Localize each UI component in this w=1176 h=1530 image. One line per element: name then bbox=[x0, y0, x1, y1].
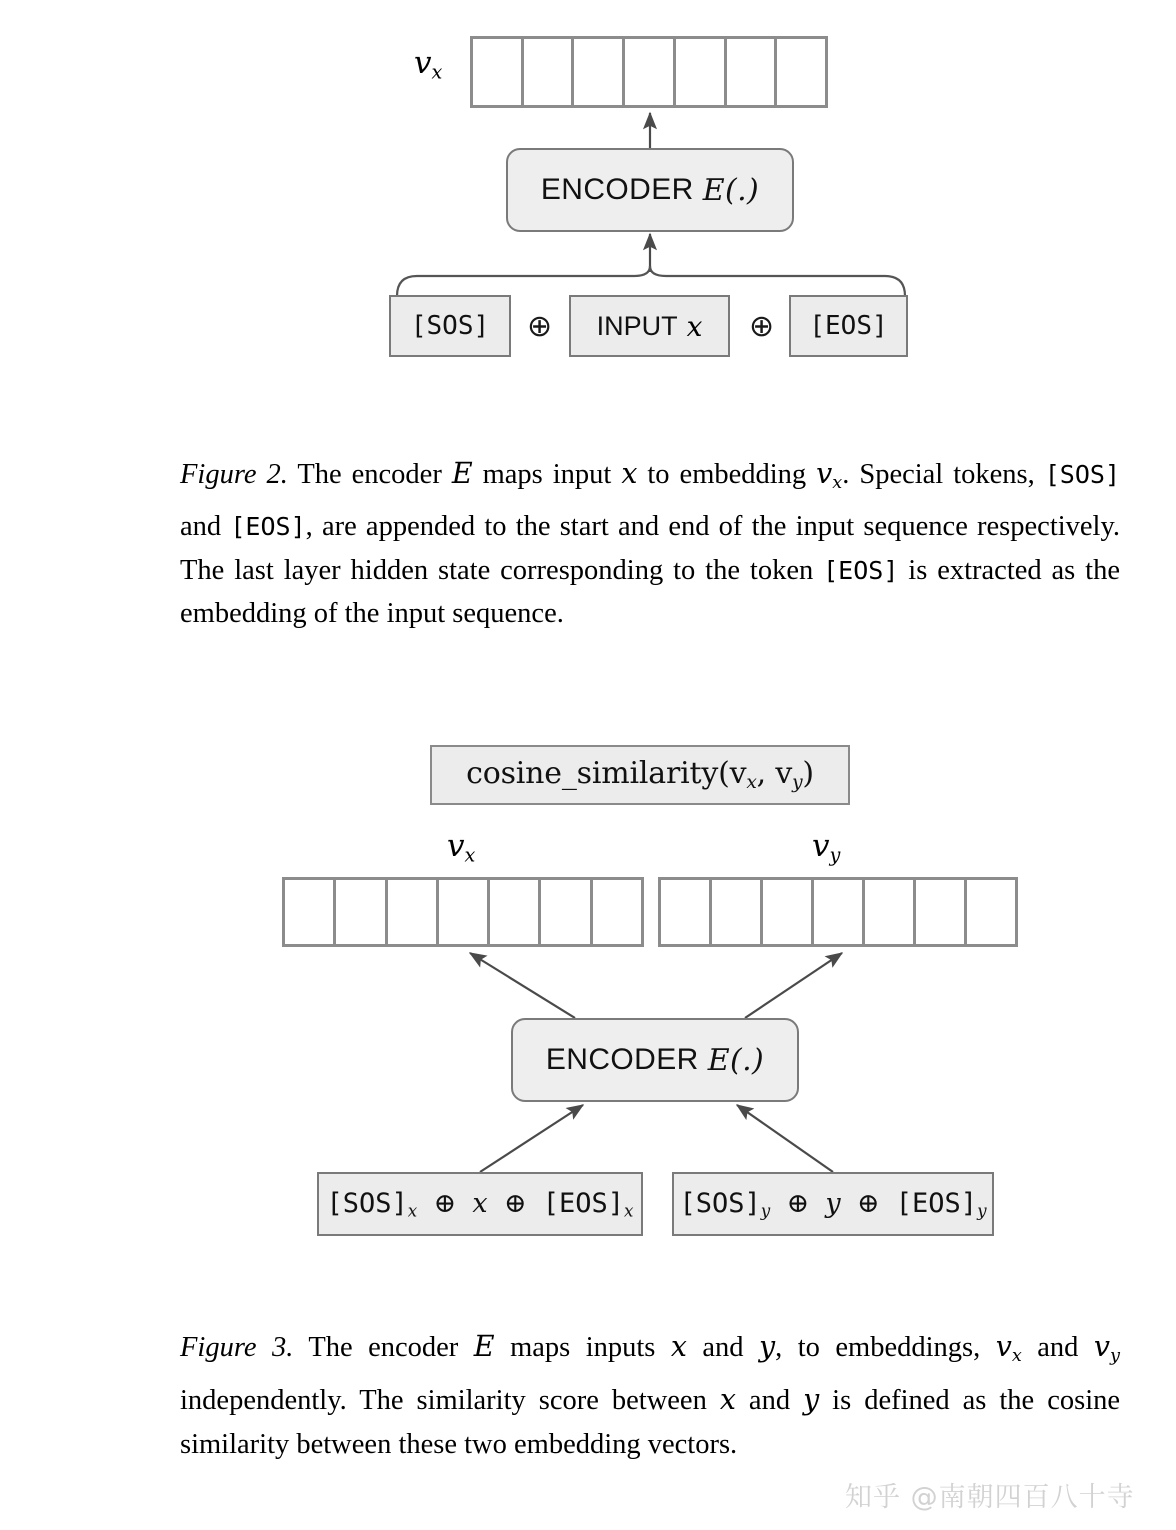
token-input-variable: x bbox=[686, 309, 703, 343]
caption-math-symbol: $v_y$ bbox=[1093, 1330, 1121, 1366]
caption-math-symbol: $v_x$ bbox=[995, 1330, 1022, 1366]
vector-cell bbox=[712, 880, 763, 944]
caption-subscript: x bbox=[832, 472, 843, 493]
vector-cell bbox=[285, 880, 336, 944]
token-input-label: INPUT bbox=[596, 310, 678, 341]
token-sos-label: [SOS] bbox=[410, 311, 490, 341]
vector-cell bbox=[661, 880, 712, 944]
figure3-encoder-box bbox=[511, 1018, 799, 1102]
figure3-caption-body: The encoder E maps inputs x and y, to embeddings, $v_x$ and $v_y$ independently. The similarity score between x and y is defined as the cosine similarity between these two embedding vectors. bbox=[180, 1330, 1121, 1460]
caption-math-symbol: x bbox=[719, 1383, 736, 1417]
expression-y-label: $[SOS]_y$ ⊕ y ⊕ $[EOS]_y$ bbox=[679, 1187, 987, 1221]
encoder-label: ENCODER bbox=[540, 173, 694, 206]
caption-token-literal: [SOS] bbox=[1044, 460, 1120, 489]
vector-cell bbox=[763, 880, 814, 944]
vector-cell bbox=[865, 880, 916, 944]
vector-cell bbox=[916, 880, 967, 944]
figure2-caption-body: The encoder E maps input x to embedding $v_x$. Special tokens, [SOS] and [EOS], are appended to the start and end of the input sequence respectively. The last layer hidden state corresponding to the token [EOS] is extracted as the embedding of the input sequence. bbox=[180, 457, 1121, 630]
figure3-embedding-vector-x bbox=[282, 877, 644, 947]
figure3-input-expression-y bbox=[672, 1172, 994, 1236]
figure3-vy-label: $v_y$ bbox=[812, 828, 841, 867]
encoder-function-label: E(.) bbox=[707, 1042, 765, 1078]
figure3-caption-label: Figure 3. bbox=[180, 1332, 294, 1363]
caption-subscript: x bbox=[1011, 1345, 1022, 1366]
caption-math-symbol: $v_x$ bbox=[816, 457, 843, 493]
caption-math-symbol: E bbox=[473, 1330, 495, 1363]
caption-subscript: y bbox=[1110, 1345, 1121, 1366]
vector-cell bbox=[541, 880, 592, 944]
caption-math-symbol: x bbox=[670, 1330, 687, 1363]
caption-math-symbol: E bbox=[451, 457, 473, 490]
vector-cell bbox=[388, 880, 439, 944]
caption-token-literal: [EOS] bbox=[230, 512, 306, 542]
vector-cell bbox=[967, 880, 1015, 944]
figure-3-caption bbox=[180, 1325, 1120, 1466]
figure2-caption-label: Figure 2. bbox=[180, 459, 288, 490]
vector-cell bbox=[336, 880, 387, 944]
oplus-icon: ⊕ bbox=[749, 309, 775, 344]
vector-cell bbox=[593, 880, 641, 944]
vector-cell bbox=[490, 880, 541, 944]
vector-cell bbox=[814, 880, 865, 944]
oplus-icon: ⊕ bbox=[527, 309, 553, 344]
token-eos-label: [EOS] bbox=[809, 311, 888, 341]
caption-math-symbol: y bbox=[759, 1330, 776, 1363]
encoder-function-label: E(.) bbox=[702, 172, 760, 208]
zhihu-watermark: 知乎 @南朝四百八十寺 bbox=[845, 1482, 1135, 1513]
caption-math-symbol: x bbox=[621, 457, 638, 490]
cosine-similarity-label: $cosine\_similarity(v_x$, $v_y$) bbox=[466, 756, 814, 794]
caption-token-literal: [EOS] bbox=[823, 555, 899, 585]
figure2-vx-label: $v_x$ bbox=[414, 45, 443, 84]
figure3-embedding-vector-y bbox=[658, 877, 1018, 947]
cosine-similarity-box bbox=[430, 745, 850, 805]
figure3-input-expression-x bbox=[317, 1172, 643, 1236]
vector-cell bbox=[439, 880, 490, 944]
figure3-vx-label: $v_x$ bbox=[447, 828, 476, 867]
expression-x-label: $[SOS]_x$ ⊕ x ⊕ $[EOS]_x$ bbox=[326, 1187, 634, 1221]
caption-math-symbol: y bbox=[803, 1383, 820, 1417]
encoder-label: ENCODER bbox=[545, 1043, 699, 1076]
